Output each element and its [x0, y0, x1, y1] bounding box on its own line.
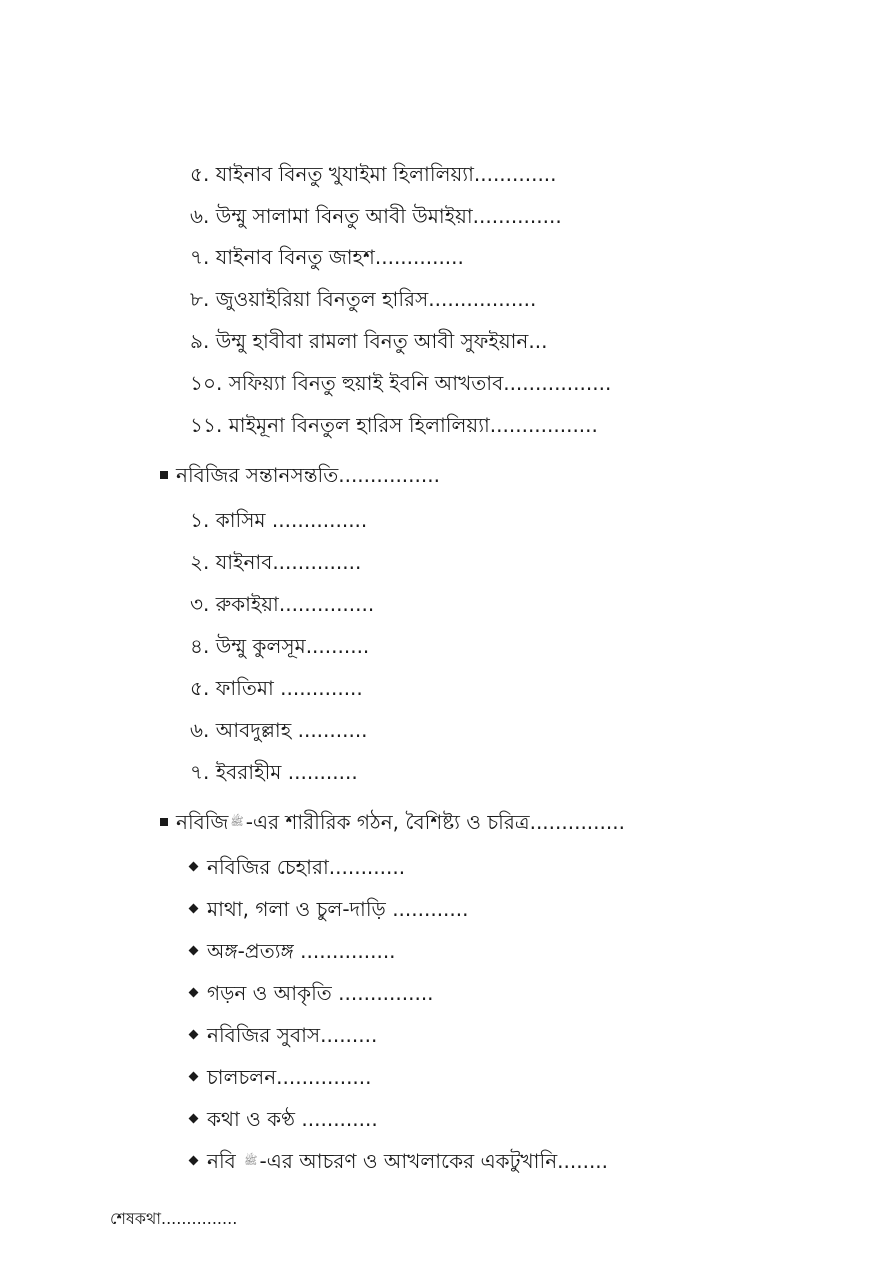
square-bullet-icon	[160, 471, 168, 479]
leader-dots: ...............	[265, 508, 368, 532]
leader-dots: ...............	[276, 1065, 372, 1089]
item-text: ফাতিমা	[215, 676, 274, 700]
children-heading	[160, 461, 440, 489]
list-item	[190, 506, 367, 534]
leader-dots: ..............	[374, 245, 464, 269]
item-text: যাইনাব	[215, 550, 273, 574]
item-number: ৬.	[190, 718, 210, 742]
item-text: আবদুল্লাহ	[215, 718, 292, 742]
salutation-icon: ﷺ	[244, 1153, 258, 1167]
diamond-bullet-icon	[189, 1072, 199, 1082]
leader-dots: ............	[295, 1107, 378, 1131]
item-text: সফিয়্যা বিনতু হুয়াই ইবনি আখতাব	[228, 371, 504, 395]
leader-dots: ..............	[272, 550, 362, 574]
list-item	[190, 590, 374, 618]
diamond-bullet-icon	[189, 1114, 199, 1124]
item-text: গড়ন ও আকৃতি	[207, 981, 332, 1005]
item-text: মাথা, গলা ও চুল-দাড়ি	[207, 897, 386, 921]
heading-text: নবিজির সন্তানসন্ততি	[176, 463, 339, 487]
item-text: নবিজির চেহারা	[207, 855, 329, 879]
traits-heading	[160, 808, 625, 838]
list-item	[190, 411, 598, 439]
list-item	[190, 716, 368, 744]
item-number: ৫.	[190, 162, 210, 186]
salutation-icon: ﷺ	[230, 814, 244, 828]
item-text: চালচলন	[207, 1065, 277, 1089]
item-text: উম্মু হাবীবা রামলা বিনতু আবী সুফইয়ান	[215, 329, 529, 353]
leader-dots: ...........	[291, 718, 368, 742]
diamond-bullet-icon	[189, 1030, 199, 1040]
leader-dots: ............	[328, 855, 406, 879]
list-item	[190, 758, 358, 786]
item-text: উম্মু সালামা বিনতু আবী উমাইয়া	[215, 204, 473, 228]
leader-dots: ...	[528, 329, 548, 353]
item-number: ৪.	[190, 634, 210, 658]
leader-dots: .................	[428, 287, 537, 311]
list-item	[190, 327, 547, 355]
item-text: অঙ্গ-প্রত্যঙ্গ	[207, 939, 294, 963]
list-item	[190, 674, 363, 702]
diamond-bullet-icon	[189, 988, 199, 998]
item-text: যাইনাব বিনতু জাহশ	[215, 245, 375, 269]
list-item	[190, 243, 464, 271]
leader-dots: ...............	[293, 939, 396, 963]
leader-dots: ................	[338, 463, 440, 487]
leader-dots: ..............	[472, 204, 562, 228]
list-item	[190, 369, 611, 397]
item-number: ৩.	[190, 592, 210, 616]
list-item	[190, 895, 469, 923]
item-text: ইবরাহীম	[215, 760, 282, 784]
item-text: কাসিম	[215, 508, 266, 532]
list-item	[190, 1063, 372, 1091]
heading-text-post: -এর শারীরিক গঠন, বৈশিষ্ট্য ও চরিত্র	[245, 810, 530, 834]
leader-dots: ............	[385, 897, 469, 921]
leader-dots: ...............	[278, 592, 375, 616]
leader-dots: ...............	[331, 981, 434, 1005]
list-item	[190, 632, 369, 660]
square-bullet-icon	[160, 818, 168, 826]
item-number: ৬.	[190, 204, 210, 228]
list-item	[190, 285, 536, 313]
list-item	[190, 937, 396, 965]
leader-dots: .........	[320, 1023, 378, 1047]
diamond-bullet-icon	[189, 946, 199, 956]
leader-dots: ...........	[281, 760, 358, 784]
item-text: যাইনাব বিনতু খুযাইমা হিলালিয়্যা	[215, 162, 474, 186]
footer-epilogue	[110, 1207, 237, 1231]
leader-dots: ..........	[305, 634, 370, 658]
item-number: ৭.	[190, 245, 210, 269]
list-item	[190, 1021, 377, 1049]
item-text-post: -এর আচরণ ও আখলাকের একটুখানি	[259, 1149, 558, 1173]
list-item	[190, 1147, 608, 1177]
list-item	[190, 853, 405, 881]
item-text: মাইমূনা বিনতুল হারিস হিলালিয়্যা	[228, 413, 490, 437]
leader-dots: ...............	[529, 810, 625, 834]
item-text: রুকাইয়া	[215, 592, 279, 616]
leader-dots: ........	[557, 1149, 609, 1173]
item-text: নবিজির সুবাস	[207, 1023, 321, 1047]
diamond-bullet-icon	[189, 1156, 199, 1166]
list-item	[190, 979, 434, 1007]
item-text: কথা ও কণ্ঠ	[207, 1107, 296, 1131]
item-number: ৮.	[190, 287, 210, 311]
leader-dots: .............	[473, 162, 557, 186]
footer-text: শেষকথা	[110, 1209, 161, 1228]
leader-dots: ...............	[160, 1209, 238, 1228]
item-text: জুওয়াইরিয়া বিনতুল হারিস	[215, 287, 429, 311]
list-item	[190, 1105, 378, 1133]
item-text-pre: নবি	[207, 1149, 236, 1173]
leader-dots: .............	[273, 676, 363, 700]
item-text: উম্মু কুলসূম	[215, 634, 306, 658]
diamond-bullet-icon	[189, 904, 199, 914]
heading-text-pre: নবিজি	[176, 810, 229, 834]
item-number: ৯.	[190, 329, 210, 353]
leader-dots: .................	[503, 371, 612, 395]
leader-dots: .................	[489, 413, 598, 437]
diamond-bullet-icon	[189, 862, 199, 872]
list-item	[190, 548, 361, 576]
list-item	[190, 202, 562, 230]
item-number: ১১.	[190, 413, 223, 437]
item-number: ২.	[190, 550, 210, 574]
item-number: ১০.	[190, 371, 223, 395]
item-number: ১.	[190, 508, 210, 532]
item-number: ৫.	[190, 676, 210, 700]
item-number: ৭.	[190, 760, 210, 784]
list-item	[190, 160, 557, 188]
